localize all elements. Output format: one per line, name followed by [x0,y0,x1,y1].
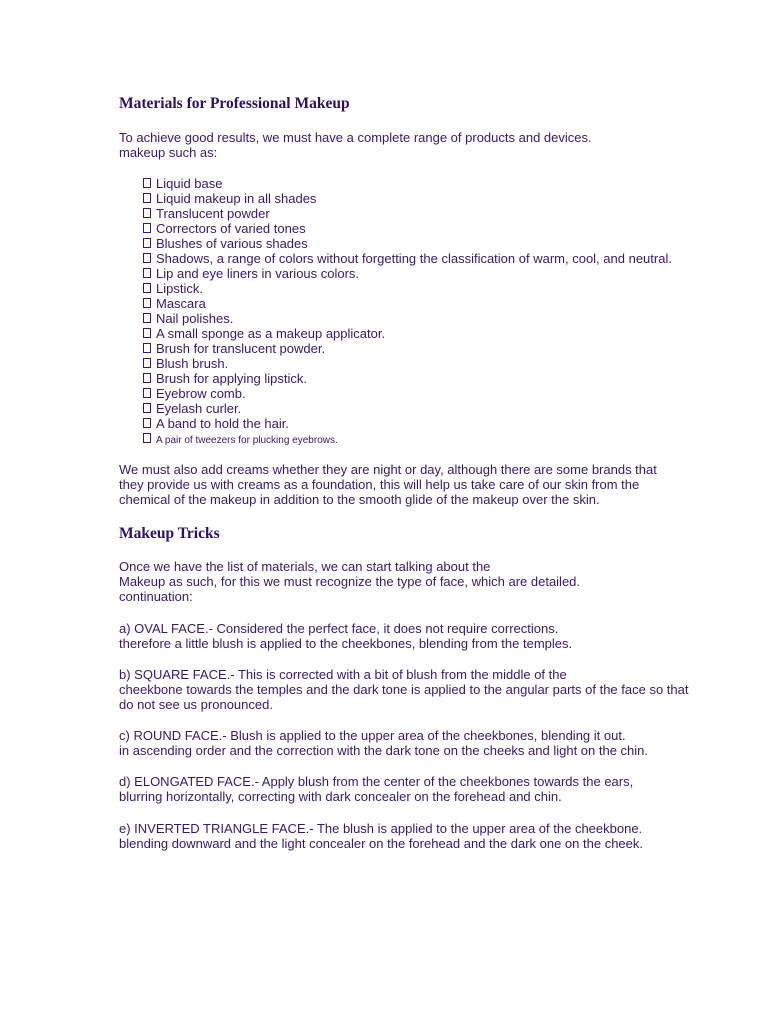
checkbox-square-icon [143,283,151,293]
paragraph-line: d) ELONGATED FACE.- Apply blush from the center of the cheekbones towards the ears, [119,774,634,789]
intro-line: To achieve good results, we must have a complete range of products and devices. [119,130,592,145]
list-item: Blushes of various shades [143,236,743,251]
checkbox-square-icon [143,268,151,278]
checkbox-square-icon [143,418,151,428]
checkbox-square-icon [143,238,151,248]
list-item: Correctors of varied tones [143,221,743,236]
materials-intro [119,130,719,160]
checkbox-square-icon [143,313,151,323]
list-item: Brush for applying lipstick. [143,371,743,386]
list-item: Translucent powder [143,206,743,221]
checkbox-square-icon [143,328,151,338]
paragraph-line: c) ROUND FACE.- Blush is applied to the upper area of the cheekbones, blending it out. [119,728,626,743]
checkbox-square-icon [143,373,151,383]
paragraph-line: We must also add creams whether they are night or day, although there are some brands that [119,462,657,477]
list-item: A band to hold the hair. [143,416,743,431]
checkbox-square-icon [143,343,151,353]
paragraph-line: continuation: [119,589,193,604]
square-face-paragraph [119,667,719,712]
list-item: A small sponge as a makeup applicator. [143,326,743,341]
tricks-heading: Makeup Tricks [119,525,220,542]
checkbox-square-icon [143,223,151,233]
paragraph-line: Makeup as such, for this we must recognize the type of face, which are detailed. [119,574,581,589]
paragraph-line: Once we have the list of materials, we can start talking about the [119,559,491,574]
paragraph-line: in ascending order and the correction with the dark tone on the cheeks and light on the chin. [119,743,649,758]
paragraph-line: b) SQUARE FACE.- This is corrected with a bit of blush from the middle of the [119,667,567,682]
list-item: Nail polishes. [143,311,743,326]
paragraph-line: do not see us pronounced. [119,697,273,712]
intro-line: makeup such as: [119,145,218,160]
checkbox-square-icon [143,433,151,443]
paragraph-line: e) INVERTED TRIANGLE FACE.- The blush is applied to the upper area of the cheekbone. [119,821,643,836]
list-item: Blush brush. [143,356,743,371]
list-item: Liquid makeup in all shades [143,191,743,206]
list-item: Eyelash curler. [143,401,743,416]
checkbox-square-icon [143,178,151,188]
list-item: Liquid base [143,176,743,191]
checkbox-square-icon [143,388,151,398]
oval-face-paragraph [119,621,719,651]
checkbox-square-icon [143,208,151,218]
paragraph-line: blurring horizontally, correcting with dark concealer on the forehead and chin. [119,789,562,804]
list-item: Mascara [143,296,743,311]
list-item: Eyebrow comb. [143,386,743,401]
checkbox-square-icon [143,298,151,308]
creams-paragraph [119,462,719,507]
checkbox-square-icon [143,253,151,263]
list-item: Shadows, a range of colors without forgetting the classification of warm, cool, and neutral. [143,251,743,266]
list-item: Lip and eye liners in various colors. [143,266,743,281]
materials-list [143,176,743,446]
paragraph-line: blending downward and the light concealer on the forehead and the dark one on the cheek. [119,836,643,851]
tricks-intro [119,559,719,604]
round-face-paragraph [119,728,719,758]
materials-heading: Materials for Professional Makeup [119,95,350,112]
paragraph-line: cheekbone towards the temples and the dark tone is applied to the angular parts of the face so that [119,682,689,697]
list-item: Brush for translucent powder. [143,341,743,356]
checkbox-square-icon [143,403,151,413]
paragraph-line: therefore a little blush is applied to the cheekbones, blending from the temples. [119,636,573,651]
list-item: A pair of tweezers for plucking eyebrows. [143,431,743,446]
paragraph-line: they provide us with creams as a foundation, this will help us take care of our skin from the [119,477,640,492]
checkbox-square-icon [143,358,151,368]
checkbox-square-icon [143,193,151,203]
inverted-triangle-face-paragraph [119,821,719,851]
list-item: Lipstick. [143,281,743,296]
elongated-face-paragraph [119,774,719,804]
paragraph-line: chemical of the makeup in addition to the smooth glide of the makeup over the skin. [119,492,600,507]
paragraph-line: a) OVAL FACE.- Considered the perfect face, it does not require corrections. [119,621,559,636]
